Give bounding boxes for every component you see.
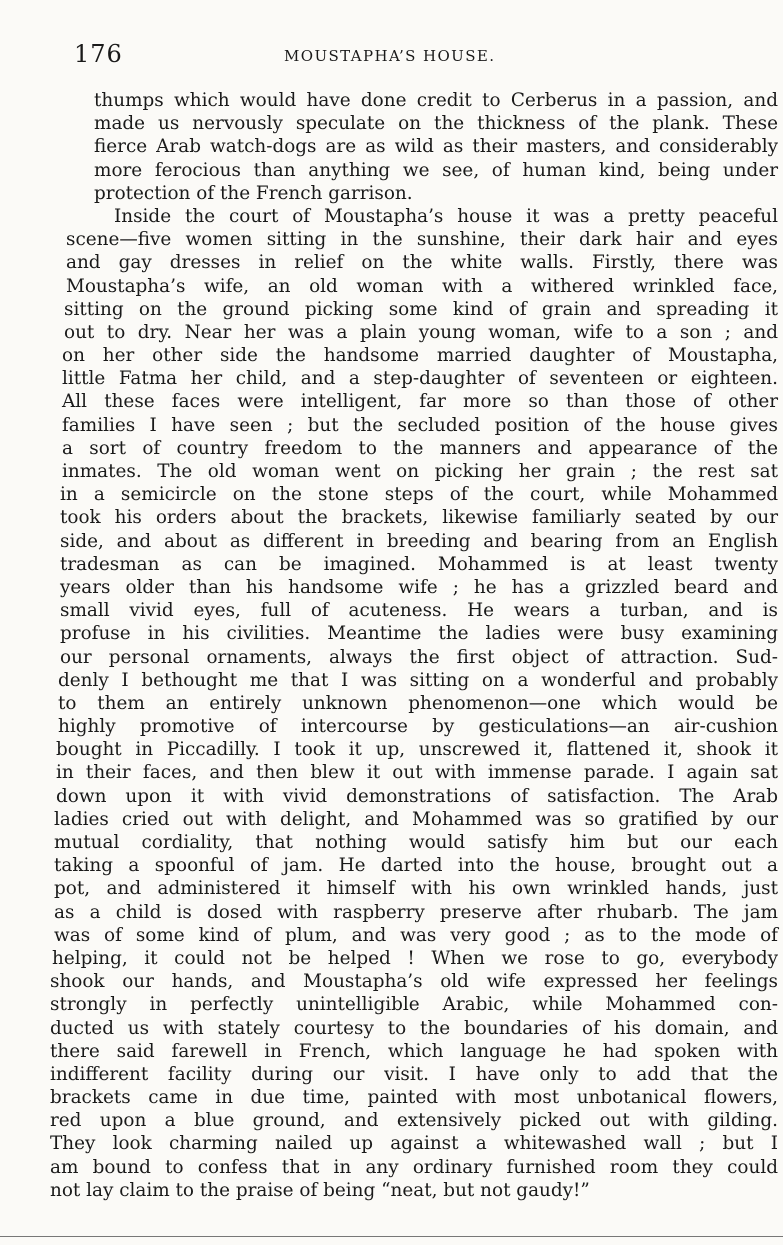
text-line: scene—five women sitting in the sunshine, their dark hair and eyes [66,229,778,251]
text-line: shook our hands, and Moustapha’s old wife expressed her feelings [50,971,778,993]
text-line: tradesman as can be imagined. Mohammed is at least twenty [60,553,778,575]
text-line: as a child is dosed with raspberry preserve after rhubarb. The jam [54,901,778,923]
text-line: not lay claim to the praise of being “neat, but not gaudy!” [50,1179,590,1201]
text-line: brackets came in due time, painted with most unbotanical flowers, [50,1087,778,1109]
paragraph-start-line: Inside the court of Moustapha’s house it was a pretty peaceful [114,205,778,227]
text-line: red upon a blue ground, and extensively picked out with gilding. [50,1110,778,1132]
text-line: All these faces were intelligent, far more so than those of other [62,391,778,413]
text-line: ducted us with stately courtesy to the boundaries of his domain, and [50,1017,778,1039]
text-line: mutual cordiality, that nothing would satisfy him but our each [54,832,778,853]
text-line: thumps which would have done credit to Cerberus in a passion, and [94,90,778,111]
text-line: to them an entirely unknown phenomenon—one which would be [58,692,778,714]
text-line: and gay dresses in relief on the white walls. Firstly, there was [66,252,778,274]
page-bottom-rule [0,1236,783,1237]
text-line: taking a spoonful of jam. He darted into the house, brought out a [54,855,778,877]
text-line: sitting on the ground picking some kind of grain and spreading it [64,298,778,320]
text-line: am bound to confess that in any ordinary furnished room they could [50,1156,778,1178]
text-line: a sort of country freedom to the manners and appearance of the [62,437,778,459]
page-number: 176 [74,40,123,68]
text-line: our personal ornaments, always the first object of attraction. Sud- [60,646,778,668]
text-line: inmates. The old woman went on picking her grain ; the rest sat [62,461,778,482]
text-line: bought in Piccadilly. I took it up, unscrewed it, flattened it, shook it [56,739,778,761]
text-line: protection of the French garrison. [94,182,413,204]
text-line: out to dry. Near her was a plain young woman, wife to a son ; and [64,321,778,343]
text-line: little Fatma her child, and a step-daughter of seventeen or eighteen. [62,368,778,390]
text-line: highly promotive of intercourse by gesticulations—an air-cushion [58,716,778,738]
text-line: down upon it with vivid demonstrations of satisfaction. The Arab [56,785,778,807]
text-line: families I have seen ; but the secluded position of the house gives [62,414,778,436]
text-line: there said farewell in French, which language he had spoken with [50,1040,778,1062]
text-line: years older than his handsome wife ; he has a grizzled beard and [60,576,778,598]
text-line: side, and about as different in breeding and bearing from an English [60,530,778,552]
text-line: was of some kind of plum, and was very good ; as to the mode of [54,924,778,946]
text-line: on her other side the handsome married daughter of Moustapha, [62,345,778,367]
text-line: denly I bethought me that I was sitting on a wonderful and probably [58,669,778,691]
text-line: indifferent facility during our visit. I have only to add that the [50,1063,778,1085]
body-text [50,89,778,1202]
text-line: more ferocious than anything we see, of human kind, being under [94,159,778,181]
text-line: pot, and administered it himself with his own wrinkled hands, just [54,878,778,900]
text-line: small vivid eyes, full of acuteness. He wears a turban, and is [60,600,778,622]
text-line: took his orders about the brackets, likewise familiarly seated by our [60,507,778,529]
text-line: in their faces, and then blew it out with immense parade. I again sat [56,762,778,784]
text-line: strongly in perfectly unintelligible Arabic, while Mohammed con- [50,994,778,1016]
page-header [0,40,783,70]
text-line: helping, it could not be helped ! When we rose to go, everybody [52,947,778,969]
text-line: Moustapha’s wife, an old woman with a withered wrinkled face, [66,275,778,297]
text-line: ladies cried out with delight, and Mohammed was so gratified by our [54,808,778,830]
text-line: made us nervously speculate on the thickness of the plank. These [94,113,778,135]
text-line: They look charming nailed up against a whitewashed wall ; but I [50,1133,778,1155]
running-title: MOUSTAPHA’S HOUSE. [284,47,496,65]
text-line: fierce Arab watch-dogs are as wild as their masters, and considerably [94,136,778,158]
text-line: profuse in his civilities. Meantime the ladies were busy examining [60,623,778,645]
text-line: in a semicircle on the stone steps of the court, while Mohammed [60,484,778,506]
